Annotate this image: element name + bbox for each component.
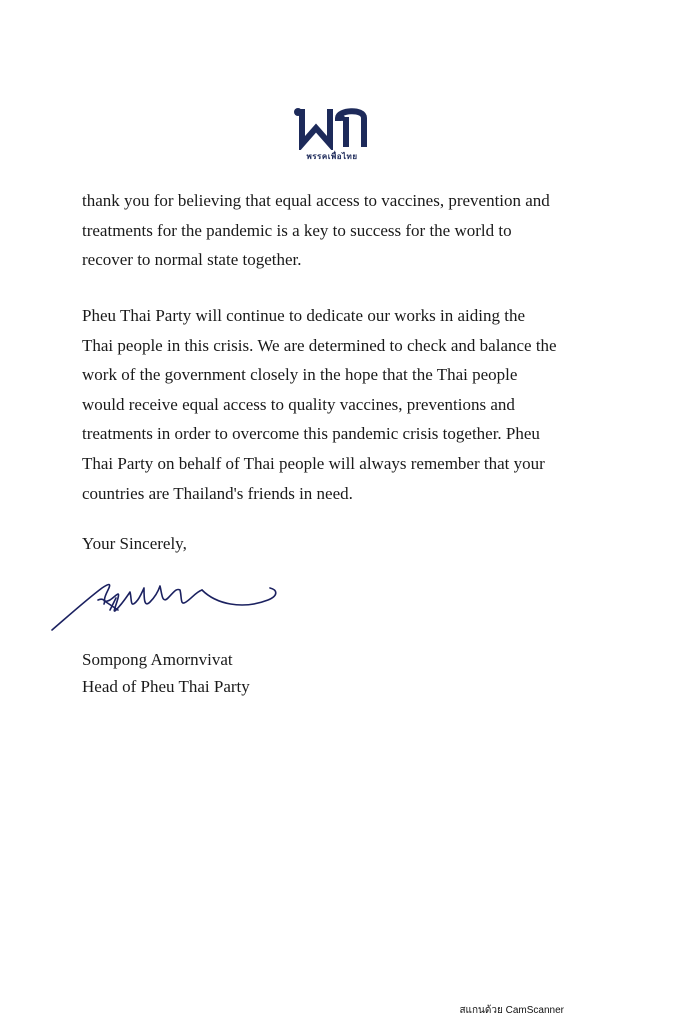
signatory-title: Head of Pheu Thai Party [82, 677, 250, 696]
party-logo-caption: พรรคเพื่อไทย [306, 152, 358, 161]
text-line: thank you for believing that equal access to vaccines, prevention and [82, 191, 550, 210]
closing-salutation: Your Sincerely, [82, 534, 187, 553]
handwritten-signature [46, 570, 286, 642]
text-line: work of the government closely in the hope that the Thai people [82, 365, 518, 385]
text-line: Pheu Thai Party will continue to dedicate our works in aiding the [82, 306, 526, 325]
text-line: treatments in order to overcome this pandemic crisis together. Pheu [82, 424, 540, 444]
paragraph-1 [82, 186, 602, 275]
party-logo [272, 98, 392, 170]
text-line: Thai Party on behalf of Thai people will always remember that your [82, 453, 545, 473]
text-line: would receive equal access to quality vaccines, preventions and [82, 394, 515, 414]
party-logo-mark [272, 98, 392, 150]
paragraph-2 [82, 301, 602, 508]
scanner-watermark: สแกนด้วย CamScanner [459, 1005, 564, 1016]
signatory-name: Sompong Amornvivat [82, 650, 233, 669]
text-line: recover to normal state together. [82, 250, 302, 270]
text-line: countries are Thailand's friends in need. [82, 483, 353, 503]
text-line: treatments for the pandemic is a key to success for the world to [82, 220, 512, 240]
text-line: Thai people in this crisis. We are determined to check and balance the [82, 335, 557, 355]
